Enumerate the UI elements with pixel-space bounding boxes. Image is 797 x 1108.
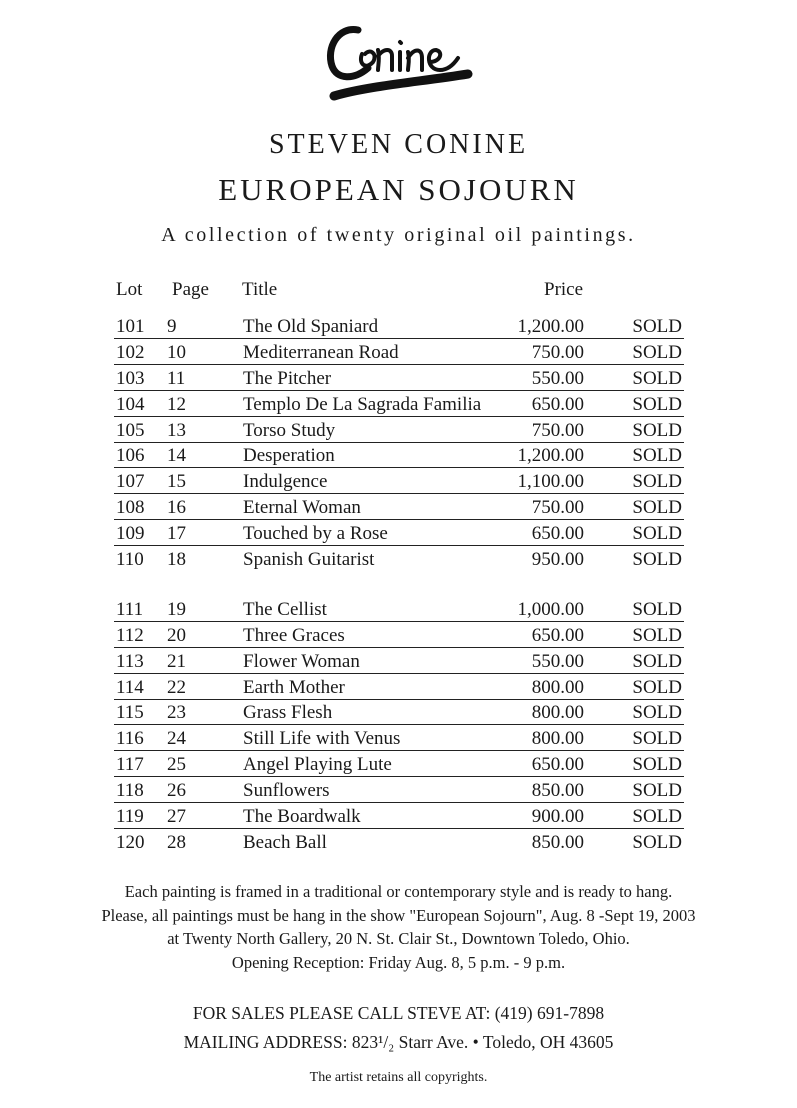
page-number: 28: [167, 831, 186, 853]
page-number: 21: [167, 650, 186, 672]
lot-number: 106: [116, 445, 145, 467]
lot-row: [114, 548, 684, 571]
price: 800.00: [531, 676, 584, 698]
copyright-notice: The artist retains all copyrights.: [309, 1070, 488, 1085]
page-number: 23: [167, 702, 186, 724]
lot-row: [114, 779, 684, 803]
lot-number: 103: [116, 367, 145, 389]
price: 550.00: [531, 367, 584, 389]
painting-title: Templo De La Sagrada Familia: [243, 393, 482, 415]
lot-number: 114: [116, 676, 144, 698]
lot-number: 110: [116, 549, 144, 571]
lot-number: 120: [116, 831, 145, 853]
exhibition-notes: [0, 880, 797, 974]
painting-title: Three Graces: [243, 624, 345, 646]
lot-number: 113: [116, 650, 144, 672]
note-line: Opening Reception: Friday Aug. 8, 5 p.m. - 9 p.m.: [231, 952, 566, 972]
painting-title: Spanish Guitarist: [243, 549, 375, 571]
painting-title: Still Life with Venus: [243, 728, 401, 750]
lot-number: 112: [116, 624, 144, 646]
sold-status: SOLD: [632, 497, 682, 519]
page-number: 26: [167, 780, 186, 802]
sold-status: SOLD: [632, 367, 682, 389]
lot-row: [114, 341, 684, 365]
painting-title: Desperation: [243, 445, 335, 467]
sold-status: SOLD: [632, 624, 682, 646]
lot-row: [114, 444, 684, 468]
lot-table-header: [0, 279, 797, 303]
painting-title: Flower Woman: [243, 650, 360, 672]
lot-number: 111: [116, 598, 144, 620]
painting-title: Eternal Woman: [243, 497, 361, 519]
contact-info: [0, 999, 797, 1056]
sold-status: SOLD: [632, 549, 682, 571]
lot-row: [114, 315, 684, 339]
lot-row: [114, 367, 684, 391]
sold-status: SOLD: [632, 728, 682, 750]
page-number: 14: [167, 445, 186, 467]
lot-number: 101: [116, 316, 145, 337]
header-title: Title: [242, 279, 278, 300]
lot-number: 108: [116, 497, 145, 519]
lot-number: 109: [116, 523, 145, 545]
sold-status: SOLD: [632, 650, 682, 672]
sold-status: SOLD: [632, 780, 682, 802]
page-number: 9: [167, 316, 177, 337]
lot-table: [114, 315, 684, 856]
lot-row: [114, 496, 684, 520]
sold-status: SOLD: [632, 806, 682, 828]
painting-title: Beach Ball: [243, 831, 327, 853]
lot-row: [114, 805, 684, 829]
painting-title: Torso Study: [243, 419, 336, 441]
page-number: 13: [167, 419, 186, 441]
note-line: Each painting is framed in a traditional or contemporary style and is ready to hang.: [124, 882, 673, 901]
lot-row: [114, 727, 684, 751]
page-number: 20: [167, 624, 186, 646]
painting-title: Earth Mother: [243, 676, 345, 698]
page-number: 12: [167, 393, 186, 415]
price: 750.00: [531, 419, 584, 441]
sold-status: SOLD: [632, 341, 682, 363]
price: 650.00: [531, 754, 584, 776]
subtitle: A collection of twenty original oil paintings.: [161, 224, 636, 246]
lot-number: 117: [116, 754, 144, 776]
lot-number: 119: [116, 806, 144, 828]
note-line: at Twenty North Gallery, 20 N. St. Clair St., Downtown Toledo, Ohio.: [167, 929, 630, 948]
lot-row: [114, 393, 684, 417]
show-title: EUROPEAN SOJOURN: [218, 172, 579, 207]
sold-status: SOLD: [632, 471, 682, 493]
lot-row: [114, 753, 684, 777]
painting-title: Angel Playing Lute: [243, 754, 392, 776]
lot-row: [114, 650, 684, 674]
sold-status: SOLD: [632, 316, 682, 337]
page-number: 22: [167, 676, 186, 698]
page-number: 17: [167, 523, 186, 545]
header-lot: Lot: [116, 279, 143, 300]
page-number: 24: [167, 728, 186, 750]
price: 750.00: [531, 497, 584, 519]
sold-status: SOLD: [632, 445, 682, 467]
price: 1,200.00: [517, 316, 584, 337]
price: 900.00: [531, 806, 584, 828]
lot-row: [114, 676, 684, 700]
price: 1,200.00: [517, 445, 584, 467]
painting-title: Mediterranean Road: [243, 341, 399, 363]
lot-row: [114, 624, 684, 648]
lot-number: 118: [116, 780, 144, 802]
note-line: Please, all paintings must be hang in the show "European Sojourn", Aug. 8 -Sept 19, 2003: [101, 905, 696, 925]
price: 850.00: [531, 780, 584, 802]
lot-row: [114, 831, 684, 854]
page-number: 10: [167, 341, 186, 363]
painting-title: Sunflowers: [243, 780, 330, 802]
painting-title: Touched by a Rose: [243, 523, 388, 545]
price: 750.00: [531, 341, 584, 363]
painting-title: The Old Spaniard: [243, 316, 379, 337]
page-number: 11: [167, 367, 186, 389]
lot-number: 104: [116, 393, 145, 415]
price: 550.00: [531, 650, 584, 672]
lot-number: 105: [116, 419, 145, 441]
sales-phone: FOR SALES PLEASE CALL STEVE AT: (419) 691-7898: [192, 1003, 605, 1023]
painting-title: The Boardwalk: [243, 806, 361, 828]
signature-icon: [318, 8, 488, 108]
price: 950.00: [531, 549, 584, 571]
sold-status: SOLD: [632, 393, 682, 415]
sold-status: SOLD: [632, 831, 682, 853]
sold-status: SOLD: [632, 702, 682, 724]
conine-signature-logo: [318, 8, 488, 108]
page-number: 19: [167, 598, 186, 620]
lot-number: 102: [116, 341, 145, 363]
painting-title: The Cellist: [243, 598, 327, 620]
price: 800.00: [531, 728, 584, 750]
price: 1,100.00: [517, 471, 584, 493]
painting-title: Indulgence: [243, 471, 328, 493]
page-number: 25: [167, 754, 186, 776]
price: 1,000.00: [517, 598, 584, 620]
lot-row: [114, 598, 684, 622]
sold-status: SOLD: [632, 676, 682, 698]
header-page: Page: [172, 279, 209, 300]
lot-number: 107: [116, 471, 145, 493]
painting-title: The Pitcher: [243, 367, 332, 389]
price: 650.00: [531, 523, 584, 545]
lot-row: [114, 419, 684, 443]
painting-title: Grass Flesh: [243, 702, 333, 724]
price: 650.00: [531, 624, 584, 646]
lot-row: [114, 522, 684, 546]
lot-row: [114, 470, 684, 494]
sold-status: SOLD: [632, 754, 682, 776]
sold-status: SOLD: [632, 523, 682, 545]
sold-status: SOLD: [632, 598, 682, 620]
page-number: 15: [167, 471, 186, 493]
lot-row: [114, 701, 684, 725]
page-number: 16: [167, 497, 186, 519]
header-price: Price: [544, 279, 584, 300]
page-number: 18: [167, 549, 186, 571]
lot-number: 115: [116, 702, 144, 724]
artist-name: STEVEN CONINE: [268, 129, 529, 160]
price: 800.00: [531, 702, 584, 724]
sold-status: SOLD: [632, 419, 682, 441]
price: 650.00: [531, 393, 584, 415]
lot-number: 116: [116, 728, 144, 750]
page-number: 27: [167, 806, 186, 828]
price: 850.00: [531, 831, 584, 853]
mailing-address: MAILING ADDRESS: 823¹/₂ Starr Ave. • Toledo, OH 43605: [183, 1031, 614, 1052]
